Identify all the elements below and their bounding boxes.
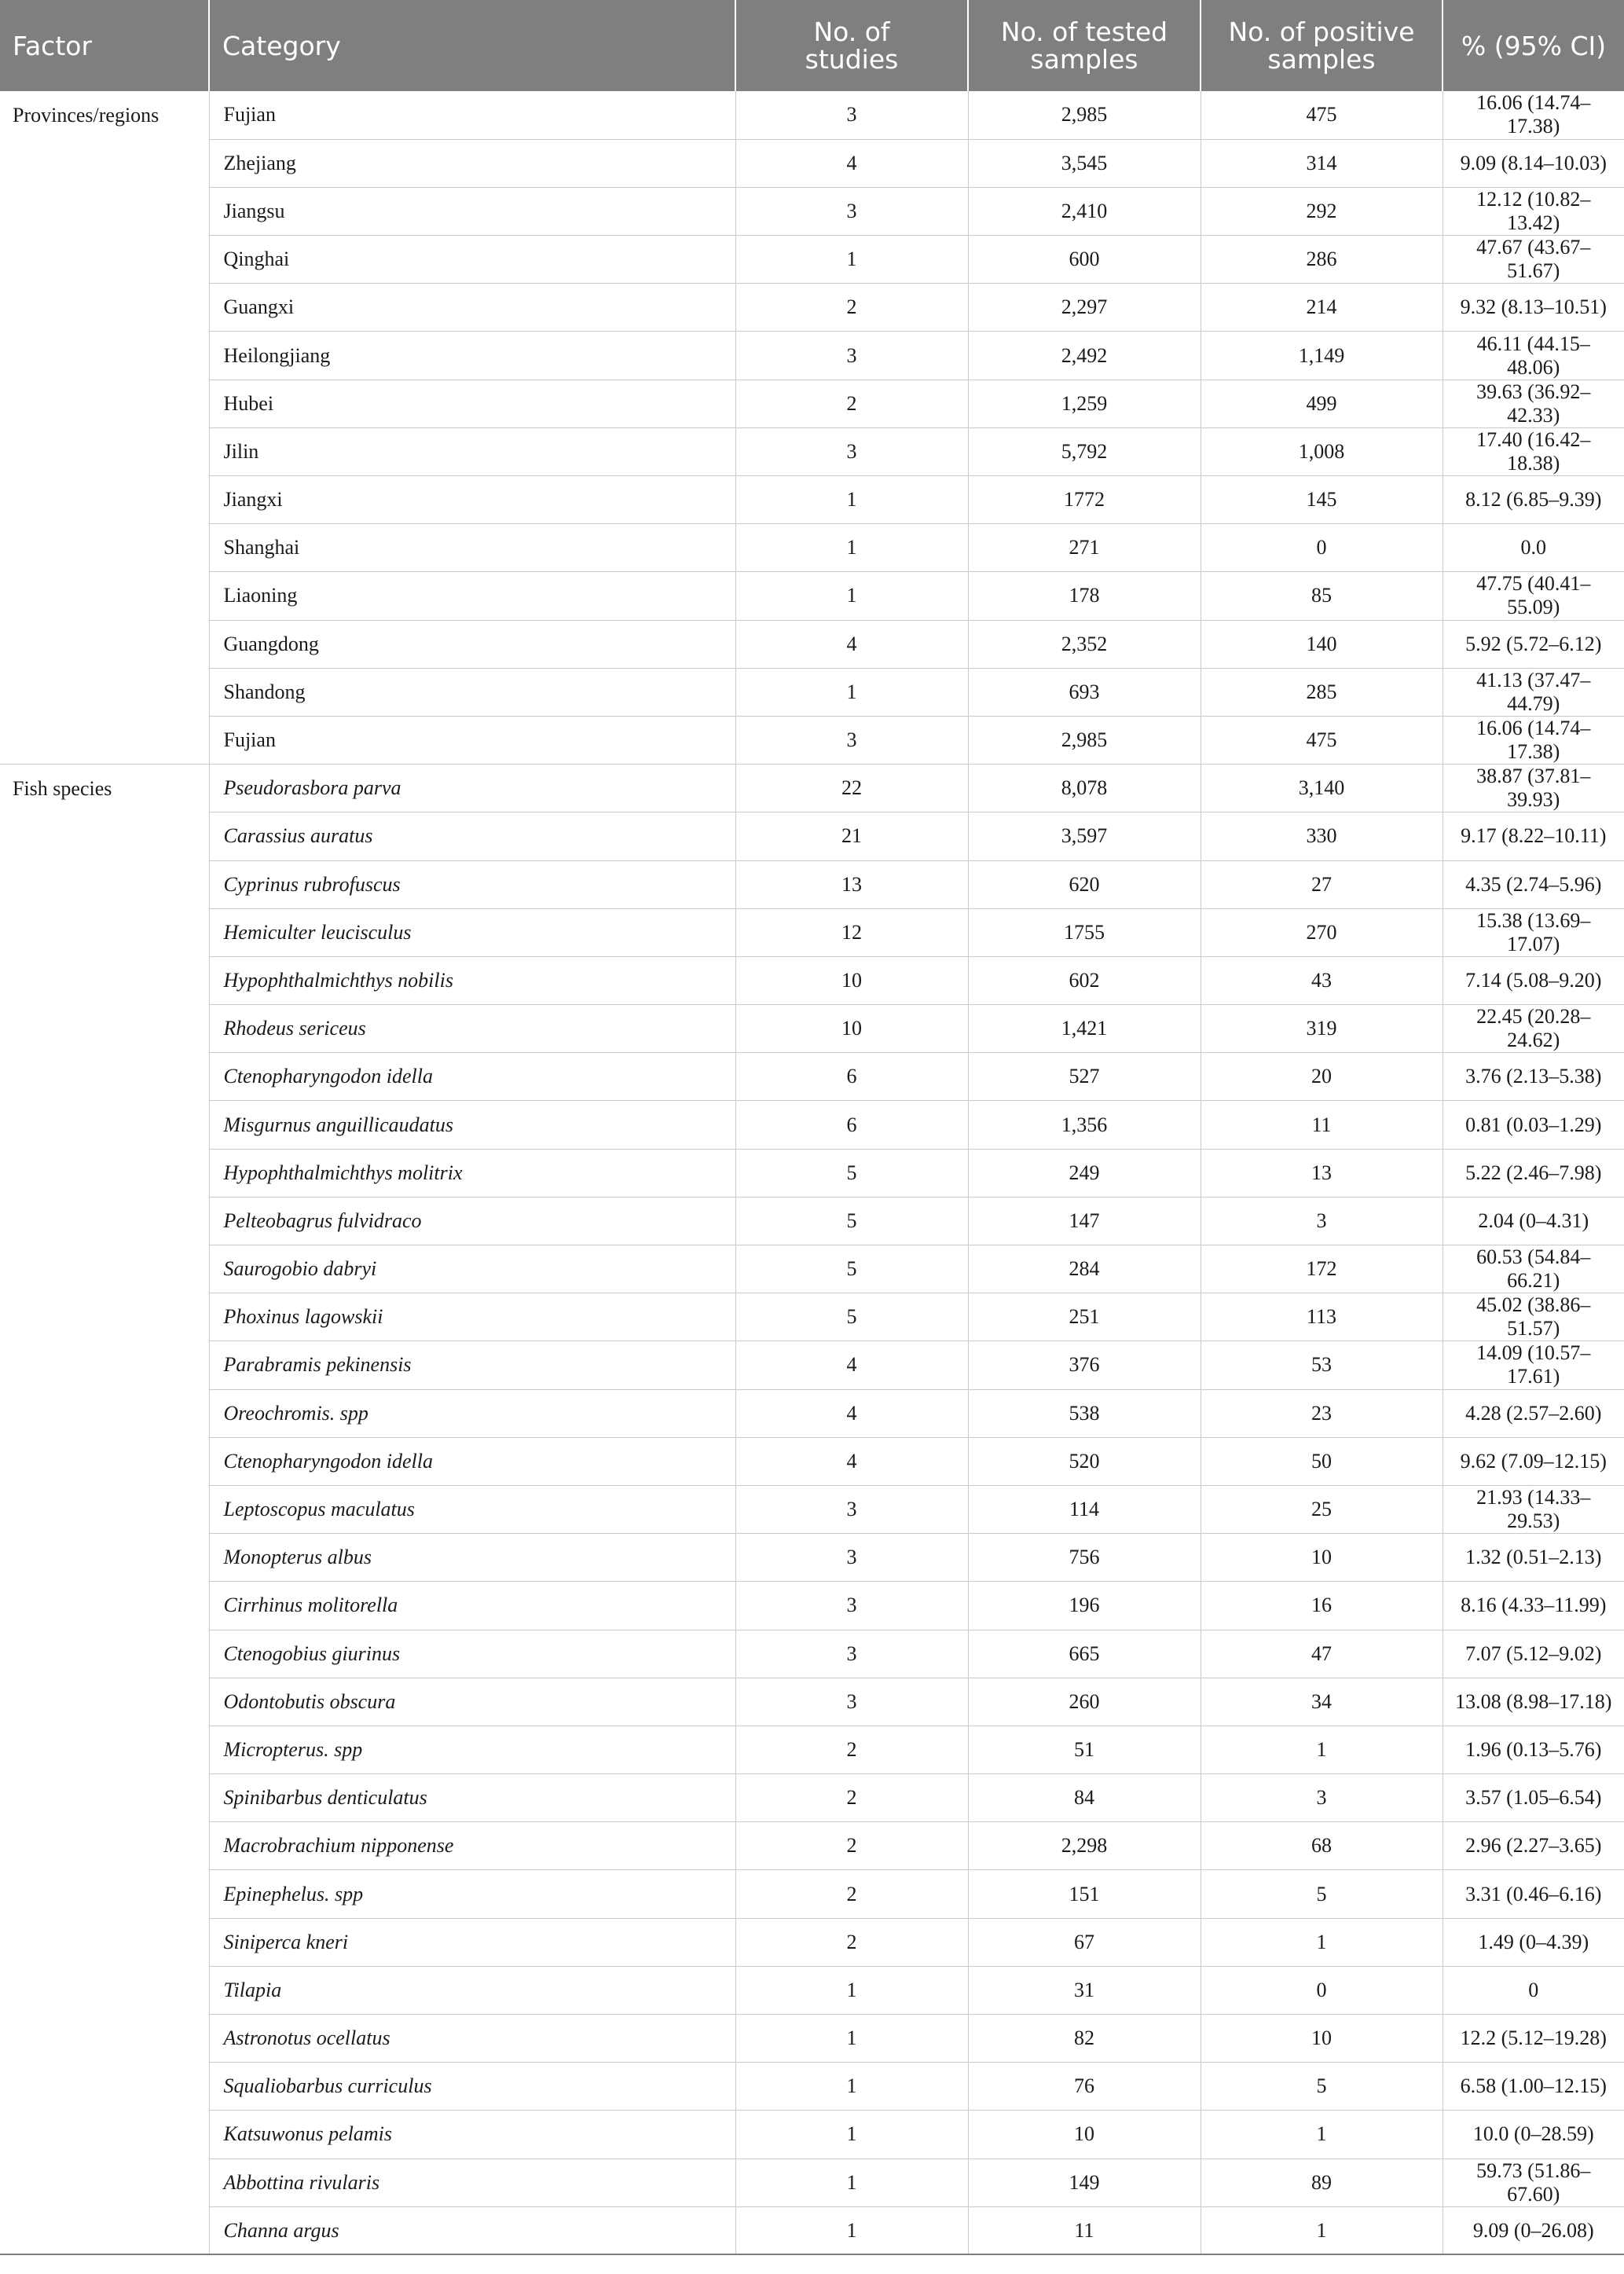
studies-cell: 1: [735, 524, 968, 572]
studies-cell: 3: [735, 332, 968, 380]
positive-cell: 89: [1201, 2158, 1443, 2206]
percent-cell: 12.2 (5.12–19.28): [1443, 2015, 1624, 2063]
studies-cell: 1: [735, 2063, 968, 2111]
studies-cell: 3: [735, 1534, 968, 1582]
table-row: [0, 2111, 1624, 2158]
positive-cell: 11: [1201, 1101, 1443, 1149]
category-cell: Carassius auratus: [209, 812, 735, 860]
table-row: [0, 908, 1624, 956]
tested-cell: 693: [968, 668, 1201, 716]
table-row: [0, 139, 1624, 187]
positive-cell: 1: [1201, 2206, 1443, 2254]
header-positive-line2: samples: [1267, 44, 1376, 75]
studies-cell: 3: [735, 1485, 968, 1533]
studies-cell: 4: [735, 1389, 968, 1437]
tested-cell: 1,421: [968, 1005, 1201, 1053]
table-row: [0, 2206, 1624, 2254]
studies-cell: 10: [735, 1005, 968, 1053]
percent-cell: 7.07 (5.12–9.02): [1443, 1630, 1624, 1678]
tested-cell: 5,792: [968, 427, 1201, 475]
positive-cell: 13: [1201, 1149, 1443, 1197]
table-row: [0, 1053, 1624, 1101]
header-tested-line1: No. of tested: [1000, 17, 1168, 47]
positive-cell: 0: [1201, 524, 1443, 572]
table-row: [0, 1101, 1624, 1149]
category-cell: Heilongjiang: [209, 332, 735, 380]
percent-cell: 22.45 (20.28–24.62): [1443, 1005, 1624, 1053]
percent-cell: 9.09 (8.14–10.03): [1443, 139, 1624, 187]
factor-cell: Fish species: [0, 765, 209, 2255]
table-row: [0, 236, 1624, 284]
positive-cell: 85: [1201, 572, 1443, 620]
percent-cell: 60.53 (54.84–66.21): [1443, 1245, 1624, 1293]
studies-cell: 2: [735, 1822, 968, 1870]
positive-cell: 286: [1201, 236, 1443, 284]
category-cell: Rhodeus sericeus: [209, 1005, 735, 1053]
percent-cell: 5.92 (5.72–6.12): [1443, 620, 1624, 668]
percent-cell: 16.06 (14.74–17.38): [1443, 91, 1624, 139]
category-cell: Jilin: [209, 427, 735, 475]
percent-cell: 9.09 (0–26.08): [1443, 2206, 1624, 2254]
percent-cell: 9.62 (7.09–12.15): [1443, 1437, 1624, 1485]
studies-cell: 3: [735, 1630, 968, 1678]
percent-cell: 14.09 (10.57–17.61): [1443, 1341, 1624, 1389]
table-row: [0, 1485, 1624, 1533]
tested-cell: 527: [968, 1053, 1201, 1101]
category-cell: Odontobutis obscura: [209, 1678, 735, 1726]
positive-cell: 214: [1201, 284, 1443, 332]
positive-cell: 172: [1201, 1245, 1443, 1293]
category-cell: Monopterus albus: [209, 1534, 735, 1582]
table-row: [0, 668, 1624, 716]
header-studies: [735, 0, 968, 91]
tested-cell: 151: [968, 1870, 1201, 1918]
table-row: [0, 1293, 1624, 1341]
studies-cell: 5: [735, 1293, 968, 1341]
category-cell: Channa argus: [209, 2206, 735, 2254]
table-row: [0, 1389, 1624, 1437]
studies-cell: 5: [735, 1197, 968, 1245]
tested-cell: 1,356: [968, 1101, 1201, 1149]
studies-cell: 3: [735, 91, 968, 139]
positive-cell: 1,008: [1201, 427, 1443, 475]
positive-cell: 145: [1201, 476, 1443, 524]
factor-cell: Provinces/regions: [0, 91, 209, 765]
positive-cell: 68: [1201, 1822, 1443, 1870]
percent-cell: 2.96 (2.27–3.65): [1443, 1822, 1624, 1870]
category-cell: Hypophthalmichthys nobilis: [209, 956, 735, 1004]
positive-cell: 27: [1201, 860, 1443, 908]
category-cell: Ctenogobius giurinus: [209, 1630, 735, 1678]
tested-cell: 3,597: [968, 812, 1201, 860]
percent-cell: 3.31 (0.46–6.16): [1443, 1870, 1624, 1918]
tested-cell: 51: [968, 1726, 1201, 1773]
studies-cell: 5: [735, 1149, 968, 1197]
positive-cell: 1: [1201, 1726, 1443, 1773]
studies-cell: 4: [735, 139, 968, 187]
table-row: [0, 1149, 1624, 1197]
positive-cell: 10: [1201, 2015, 1443, 2063]
header-studies-line1: No. of: [813, 17, 890, 47]
category-cell: Hubei: [209, 380, 735, 427]
tested-cell: 2,985: [968, 91, 1201, 139]
tested-cell: 260: [968, 1678, 1201, 1726]
studies-cell: 1: [735, 236, 968, 284]
studies-cell: 4: [735, 1341, 968, 1389]
studies-cell: 4: [735, 620, 968, 668]
studies-cell: 12: [735, 908, 968, 956]
table-row: [0, 187, 1624, 235]
tested-cell: 147: [968, 1197, 1201, 1245]
category-cell: Leptoscopus maculatus: [209, 1485, 735, 1533]
table-row: [0, 1245, 1624, 1293]
table-row: [0, 2158, 1624, 2206]
header-positive: [1201, 0, 1443, 91]
tested-cell: 149: [968, 2158, 1201, 2206]
percent-cell: 47.75 (40.41–55.09): [1443, 572, 1624, 620]
positive-cell: 3,140: [1201, 765, 1443, 812]
category-cell: Tilapia: [209, 1966, 735, 2014]
percent-cell: 9.32 (8.13–10.51): [1443, 284, 1624, 332]
studies-cell: 2: [735, 380, 968, 427]
percent-cell: 21.93 (14.33–29.53): [1443, 1485, 1624, 1533]
percent-cell: 1.49 (0–4.39): [1443, 1918, 1624, 1966]
table-row: [0, 1726, 1624, 1773]
studies-cell: 1: [735, 1966, 968, 2014]
tested-cell: 665: [968, 1630, 1201, 1678]
studies-cell: 6: [735, 1101, 968, 1149]
tested-cell: 1,259: [968, 380, 1201, 427]
category-cell: Siniperca kneri: [209, 1918, 735, 1966]
table-row: [0, 1582, 1624, 1630]
category-cell: Jiangsu: [209, 187, 735, 235]
table-row: [0, 1534, 1624, 1582]
studies-cell: 1: [735, 2015, 968, 2063]
table-header: [0, 0, 1624, 91]
percent-cell: 0: [1443, 1966, 1624, 2014]
category-cell: Qinghai: [209, 236, 735, 284]
positive-cell: 314: [1201, 139, 1443, 187]
category-cell: Phoxinus lagowskii: [209, 1293, 735, 1341]
table-row: [0, 1822, 1624, 1870]
header-tested-line2: samples: [1030, 44, 1138, 75]
positive-cell: 292: [1201, 187, 1443, 235]
category-cell: Misgurnus anguillicaudatus: [209, 1101, 735, 1149]
table-row: [0, 524, 1624, 572]
category-cell: Ctenopharyngodon idella: [209, 1053, 735, 1101]
header-row: [0, 0, 1624, 91]
table-row: [0, 1918, 1624, 1966]
percent-cell: 9.17 (8.22–10.11): [1443, 812, 1624, 860]
tested-cell: 2,410: [968, 187, 1201, 235]
category-cell: Hypophthalmichthys molitrix: [209, 1149, 735, 1197]
table-row: [0, 91, 1624, 139]
tested-cell: 249: [968, 1149, 1201, 1197]
studies-cell: 1: [735, 476, 968, 524]
category-cell: Oreochromis. spp: [209, 1389, 735, 1437]
table-row: [0, 860, 1624, 908]
table-row: [0, 380, 1624, 427]
percent-cell: 45.02 (38.86–51.57): [1443, 1293, 1624, 1341]
studies-cell: 2: [735, 1918, 968, 1966]
header-positive-line1: No. of positive: [1228, 17, 1415, 47]
percent-cell: 17.40 (16.42–18.38): [1443, 427, 1624, 475]
positive-cell: 475: [1201, 91, 1443, 139]
tested-cell: 538: [968, 1389, 1201, 1437]
studies-cell: 13: [735, 860, 968, 908]
category-cell: Epinephelus. spp: [209, 1870, 735, 1918]
table-row: [0, 427, 1624, 475]
percent-cell: 3.57 (1.05–6.54): [1443, 1774, 1624, 1822]
percent-cell: 47.67 (43.67–51.67): [1443, 236, 1624, 284]
category-cell: Cirrhinus molitorella: [209, 1582, 735, 1630]
studies-cell: 2: [735, 1870, 968, 1918]
positive-cell: 3: [1201, 1774, 1443, 1822]
category-cell: Fujian: [209, 716, 735, 764]
studies-cell: 1: [735, 2111, 968, 2158]
positive-cell: 285: [1201, 668, 1443, 716]
tested-cell: 600: [968, 236, 1201, 284]
header-tested: [968, 0, 1201, 91]
percent-cell: 4.28 (2.57–2.60): [1443, 1389, 1624, 1437]
positive-cell: 1,149: [1201, 332, 1443, 380]
positive-cell: 47: [1201, 1630, 1443, 1678]
category-cell: Guangxi: [209, 284, 735, 332]
percent-cell: 13.08 (8.98–17.18): [1443, 1678, 1624, 1726]
positive-cell: 25: [1201, 1485, 1443, 1533]
category-cell: Shandong: [209, 668, 735, 716]
studies-cell: 1: [735, 2206, 968, 2254]
category-cell: Saurogobio dabryi: [209, 1245, 735, 1293]
positive-cell: 113: [1201, 1293, 1443, 1341]
category-cell: Astronotus ocellatus: [209, 2015, 735, 2063]
studies-cell: 1: [735, 668, 968, 716]
percent-cell: 39.63 (36.92–42.33): [1443, 380, 1624, 427]
positive-cell: 1: [1201, 1918, 1443, 1966]
positive-cell: 0: [1201, 1966, 1443, 2014]
studies-cell: 2: [735, 284, 968, 332]
category-cell: Micropterus. spp: [209, 1726, 735, 1773]
tested-cell: 31: [968, 1966, 1201, 2014]
percent-cell: 1.96 (0.13–5.76): [1443, 1726, 1624, 1773]
header-factor: Factor: [0, 0, 209, 91]
studies-cell: 4: [735, 1437, 968, 1485]
studies-cell: 22: [735, 765, 968, 812]
tested-cell: 271: [968, 524, 1201, 572]
positive-cell: 475: [1201, 716, 1443, 764]
positive-cell: 1: [1201, 2111, 1443, 2158]
table-row: [0, 765, 1624, 812]
positive-cell: 5: [1201, 2063, 1443, 2111]
positive-cell: 43: [1201, 956, 1443, 1004]
table-row: [0, 1630, 1624, 1678]
category-cell: Zhejiang: [209, 139, 735, 187]
percent-cell: 7.14 (5.08–9.20): [1443, 956, 1624, 1004]
tested-cell: 376: [968, 1341, 1201, 1389]
studies-cell: 10: [735, 956, 968, 1004]
tested-cell: 84: [968, 1774, 1201, 1822]
table-row: [0, 1197, 1624, 1245]
studies-cell: 2: [735, 1726, 968, 1773]
tested-cell: 2,297: [968, 284, 1201, 332]
percent-cell: 1.32 (0.51–2.13): [1443, 1534, 1624, 1582]
category-cell: Pseudorasbora parva: [209, 765, 735, 812]
positive-cell: 319: [1201, 1005, 1443, 1053]
table-row: [0, 332, 1624, 380]
percent-cell: 8.12 (6.85–9.39): [1443, 476, 1624, 524]
percent-cell: 15.38 (13.69–17.07): [1443, 908, 1624, 956]
percent-cell: 12.12 (10.82–13.42): [1443, 187, 1624, 235]
tested-cell: 602: [968, 956, 1201, 1004]
tested-cell: 76: [968, 2063, 1201, 2111]
tested-cell: 1755: [968, 908, 1201, 956]
studies-cell: 6: [735, 1053, 968, 1101]
table-row: [0, 1870, 1624, 1918]
percent-cell: 10.0 (0–28.59): [1443, 2111, 1624, 2158]
category-cell: Spinibarbus denticulatus: [209, 1774, 735, 1822]
category-cell: Squaliobarbus curriculus: [209, 2063, 735, 2111]
percent-cell: 38.87 (37.81–39.93): [1443, 765, 1624, 812]
positive-cell: 3: [1201, 1197, 1443, 1245]
category-cell: Cyprinus rubrofuscus: [209, 860, 735, 908]
category-cell: Guangdong: [209, 620, 735, 668]
table-row: [0, 2063, 1624, 2111]
studies-cell: 3: [735, 187, 968, 235]
table-row: [0, 716, 1624, 764]
category-cell: Jiangxi: [209, 476, 735, 524]
header-studies-line2: studies: [805, 44, 899, 75]
studies-cell: 3: [735, 1678, 968, 1726]
table-row: [0, 1678, 1624, 1726]
table-row: [0, 284, 1624, 332]
category-cell: Hemiculter leucisculus: [209, 908, 735, 956]
percent-cell: 59.73 (51.86–67.60): [1443, 2158, 1624, 2206]
positive-cell: 50: [1201, 1437, 1443, 1485]
category-cell: Ctenopharyngodon idella: [209, 1437, 735, 1485]
positive-cell: 23: [1201, 1389, 1443, 1437]
category-cell: Katsuwonus pelamis: [209, 2111, 735, 2158]
percent-cell: 8.16 (4.33–11.99): [1443, 1582, 1624, 1630]
tested-cell: 756: [968, 1534, 1201, 1582]
table-row: [0, 956, 1624, 1004]
table-row: [0, 620, 1624, 668]
category-cell: Shanghai: [209, 524, 735, 572]
table-row: [0, 476, 1624, 524]
category-cell: Macrobrachium nipponense: [209, 1822, 735, 1870]
percent-cell: 5.22 (2.46–7.98): [1443, 1149, 1624, 1197]
positive-cell: 330: [1201, 812, 1443, 860]
category-cell: Parabramis pekinensis: [209, 1341, 735, 1389]
table-row: [0, 572, 1624, 620]
percent-cell: 0.81 (0.03–1.29): [1443, 1101, 1624, 1149]
tested-cell: 114: [968, 1485, 1201, 1533]
positive-cell: 16: [1201, 1582, 1443, 1630]
tested-cell: 2,298: [968, 1822, 1201, 1870]
tested-cell: 3,545: [968, 139, 1201, 187]
table-row: [0, 1005, 1624, 1053]
tested-cell: 2,352: [968, 620, 1201, 668]
percent-cell: 46.11 (44.15–48.06): [1443, 332, 1624, 380]
percent-cell: 16.06 (14.74–17.38): [1443, 716, 1624, 764]
table-row: [0, 2015, 1624, 2063]
tested-cell: 620: [968, 860, 1201, 908]
category-cell: Abbottina rivularis: [209, 2158, 735, 2206]
tested-cell: 196: [968, 1582, 1201, 1630]
tested-cell: 67: [968, 1918, 1201, 1966]
positive-cell: 34: [1201, 1678, 1443, 1726]
positive-cell: 53: [1201, 1341, 1443, 1389]
tested-cell: 520: [968, 1437, 1201, 1485]
tested-cell: 178: [968, 572, 1201, 620]
studies-cell: 1: [735, 2158, 968, 2206]
tested-cell: 2,492: [968, 332, 1201, 380]
table-row: [0, 1437, 1624, 1485]
studies-cell: 3: [735, 716, 968, 764]
tested-cell: 8,078: [968, 765, 1201, 812]
header-percent: % (95% CI): [1443, 0, 1624, 91]
tested-cell: 11: [968, 2206, 1201, 2254]
table-row: [0, 1341, 1624, 1389]
percent-cell: 41.13 (37.47–44.79): [1443, 668, 1624, 716]
percent-cell: 2.04 (0–4.31): [1443, 1197, 1624, 1245]
tested-cell: 1772: [968, 476, 1201, 524]
positive-cell: 5: [1201, 1870, 1443, 1918]
positive-cell: 270: [1201, 908, 1443, 956]
studies-cell: 3: [735, 1582, 968, 1630]
header-category: Category: [209, 0, 735, 91]
percent-cell: 4.35 (2.74–5.96): [1443, 860, 1624, 908]
percent-cell: 0.0: [1443, 524, 1624, 572]
table-row: [0, 812, 1624, 860]
category-cell: Liaoning: [209, 572, 735, 620]
positive-cell: 140: [1201, 620, 1443, 668]
table-row: [0, 1966, 1624, 2014]
positive-cell: 20: [1201, 1053, 1443, 1101]
percent-cell: 6.58 (1.00–12.15): [1443, 2063, 1624, 2111]
percent-cell: 3.76 (2.13–5.38): [1443, 1053, 1624, 1101]
tested-cell: 2,985: [968, 716, 1201, 764]
tested-cell: 251: [968, 1293, 1201, 1341]
category-cell: Pelteobagrus fulvidraco: [209, 1197, 735, 1245]
tested-cell: 284: [968, 1245, 1201, 1293]
studies-cell: 2: [735, 1774, 968, 1822]
studies-cell: 1: [735, 572, 968, 620]
category-cell: Fujian: [209, 91, 735, 139]
table-row: [0, 1774, 1624, 1822]
positive-cell: 10: [1201, 1534, 1443, 1582]
positive-cell: 499: [1201, 380, 1443, 427]
studies-cell: 5: [735, 1245, 968, 1293]
studies-cell: 21: [735, 812, 968, 860]
studies-cell: 3: [735, 427, 968, 475]
tested-cell: 82: [968, 2015, 1201, 2063]
tested-cell: 10: [968, 2111, 1201, 2158]
table-body: [0, 91, 1624, 2254]
